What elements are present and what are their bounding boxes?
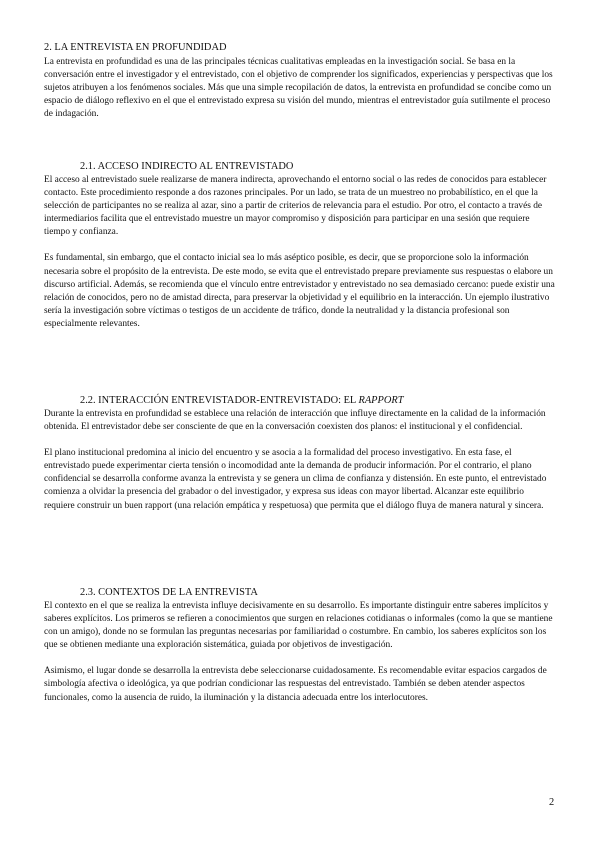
section-title: 2. LA ENTREVISTA EN PROFUNDIDAD	[44, 42, 227, 53]
intro-paragraph: La entrevista en profundidad es una de las principales técnicas cualitativas empleadas en la investigación social. Se basa en la conversación entre el investigador y el entrevistado, con el objetivo de comprender los significados, experiencias y perspectivas que los sujetos atribuyen a los fenómenos sociales. Más que una simple recopilación de datos, la entrevista en profundidad se concibe como un espacio de diálogo reflexivo en el que el entrevistado expresa su visión del mundo, mientras el entrevistador guía sutilmente el proceso de indagación.	[44, 57, 553, 120]
paragraph: Es fundamental, sin embargo, que el contacto inicial sea lo más aséptico posible, es decir, que se proporcione solo la información necesaria sobre el propósito de la entrevista. De este modo, se evita que el entrevistado prepare previamente sus respuestas o elabore un discurso artificial. Además, se recomienda que el vínculo entre entrevistador y entrevistado no sea demasiado cercano: puede existir una relación de conocidos, pero no de amistad directa, para preservar la objetividad y el equilibrio en la interacción. Un ejemplo ilustrativo sería la investigación sobre víctimas o testigos de un accidente de tráfico, donde la neutralidad y la distancia profesional son especialmente relevantes.	[44, 253, 555, 329]
subsection-heading-2-2	[80, 394, 404, 407]
paragraph: El contexto en el que se realiza la entrevista influye decisivamente en su desarrollo. Es importante distinguir entre saberes implícitos y saberes explícitos. Los primeros se refieren a conocimientos que surgen en relaciones cotidianas o informales (como la que se mantiene con un amigo), donde no se formulan las preguntas necesarias por familiaridad o costumbre. En cambio, los saberes explícitos son los que se obtienen mediante una exploración sistemática, guiada por objetivos de investigación.	[44, 601, 553, 651]
heading-italic-text: RAPPORT	[358, 395, 404, 406]
paragraph: Durante la entrevista en profundidad se establece una relación de interacción que influye directamente en la calidad de la información obtenida. El entrevistador debe ser consciente de que en la conversación coexisten dos planos: el institucional y el confidencial.	[44, 409, 546, 433]
subsection-heading-2-1: 2.1. ACCESO INDIRECTO AL ENTREVISTADO	[80, 161, 294, 172]
paragraph: El plano institucional predomina al inicio del encuentro y se asocia a la formalidad del proceso investigativo. En esta fase, el entrevistado puede experimentar cierta tensión o incomodidad ante la demanda de producir información. Por el contrario, el plano confidencial se desarrolla conforme avanza la entrevista y se genera un clima de confianza y distensión. En este punto, el entrevistado comienza a olvidar la presencia del grabador o del investigador, y expresa sus ideas con mayor libertad. Alcanzar este equilibrio requiere construir un buen rapport (una relación empática y respetuosa) que permita que el diálogo fluya de manera natural y sincera.	[44, 448, 547, 511]
heading-text: 2.2. INTERACCIÓN ENTREVISTADOR-ENTREVISTADO: EL	[80, 395, 359, 406]
subsection-2-3-body	[44, 600, 556, 718]
subsection-2-1-body	[44, 174, 556, 344]
paragraph: El acceso al entrevistado suele realizarse de manera indirecta, aprovechando el entorno social o las redes de conocidos para establecer contacto. Este procedimiento responde a dos razones principales. Por un lado, se trata de un muestreo no probabilístico, en el que la selección de participantes no se realiza al azar, sino a partir de criterios de relevancia para el estudio. Por otro, el contacto a través de intermediarios facilita que el entrevistado muestre un mayor compromiso y disposición para participar en una sesión que requiere tiempo y confianza.	[44, 175, 547, 238]
page-number: 2	[549, 797, 555, 808]
subsection-heading-2-3: 2.3. CONTEXTOS DE LA ENTREVISTA	[80, 587, 258, 598]
paragraph: Asimismo, el lugar donde se desarrolla la entrevista debe seleccionarse cuidadosamente. Es recomendable evitar espacios cargados de simbología afectiva o ideológica, ya que podrían condicionar las respuestas del entrevistado. También se deben atender aspectos funcionales, como la ausencia de ruido, la iluminación y la distancia adecuada entre los interlocutores.	[44, 666, 547, 703]
intro-block	[44, 56, 556, 134]
subsection-2-2-body	[44, 408, 556, 526]
